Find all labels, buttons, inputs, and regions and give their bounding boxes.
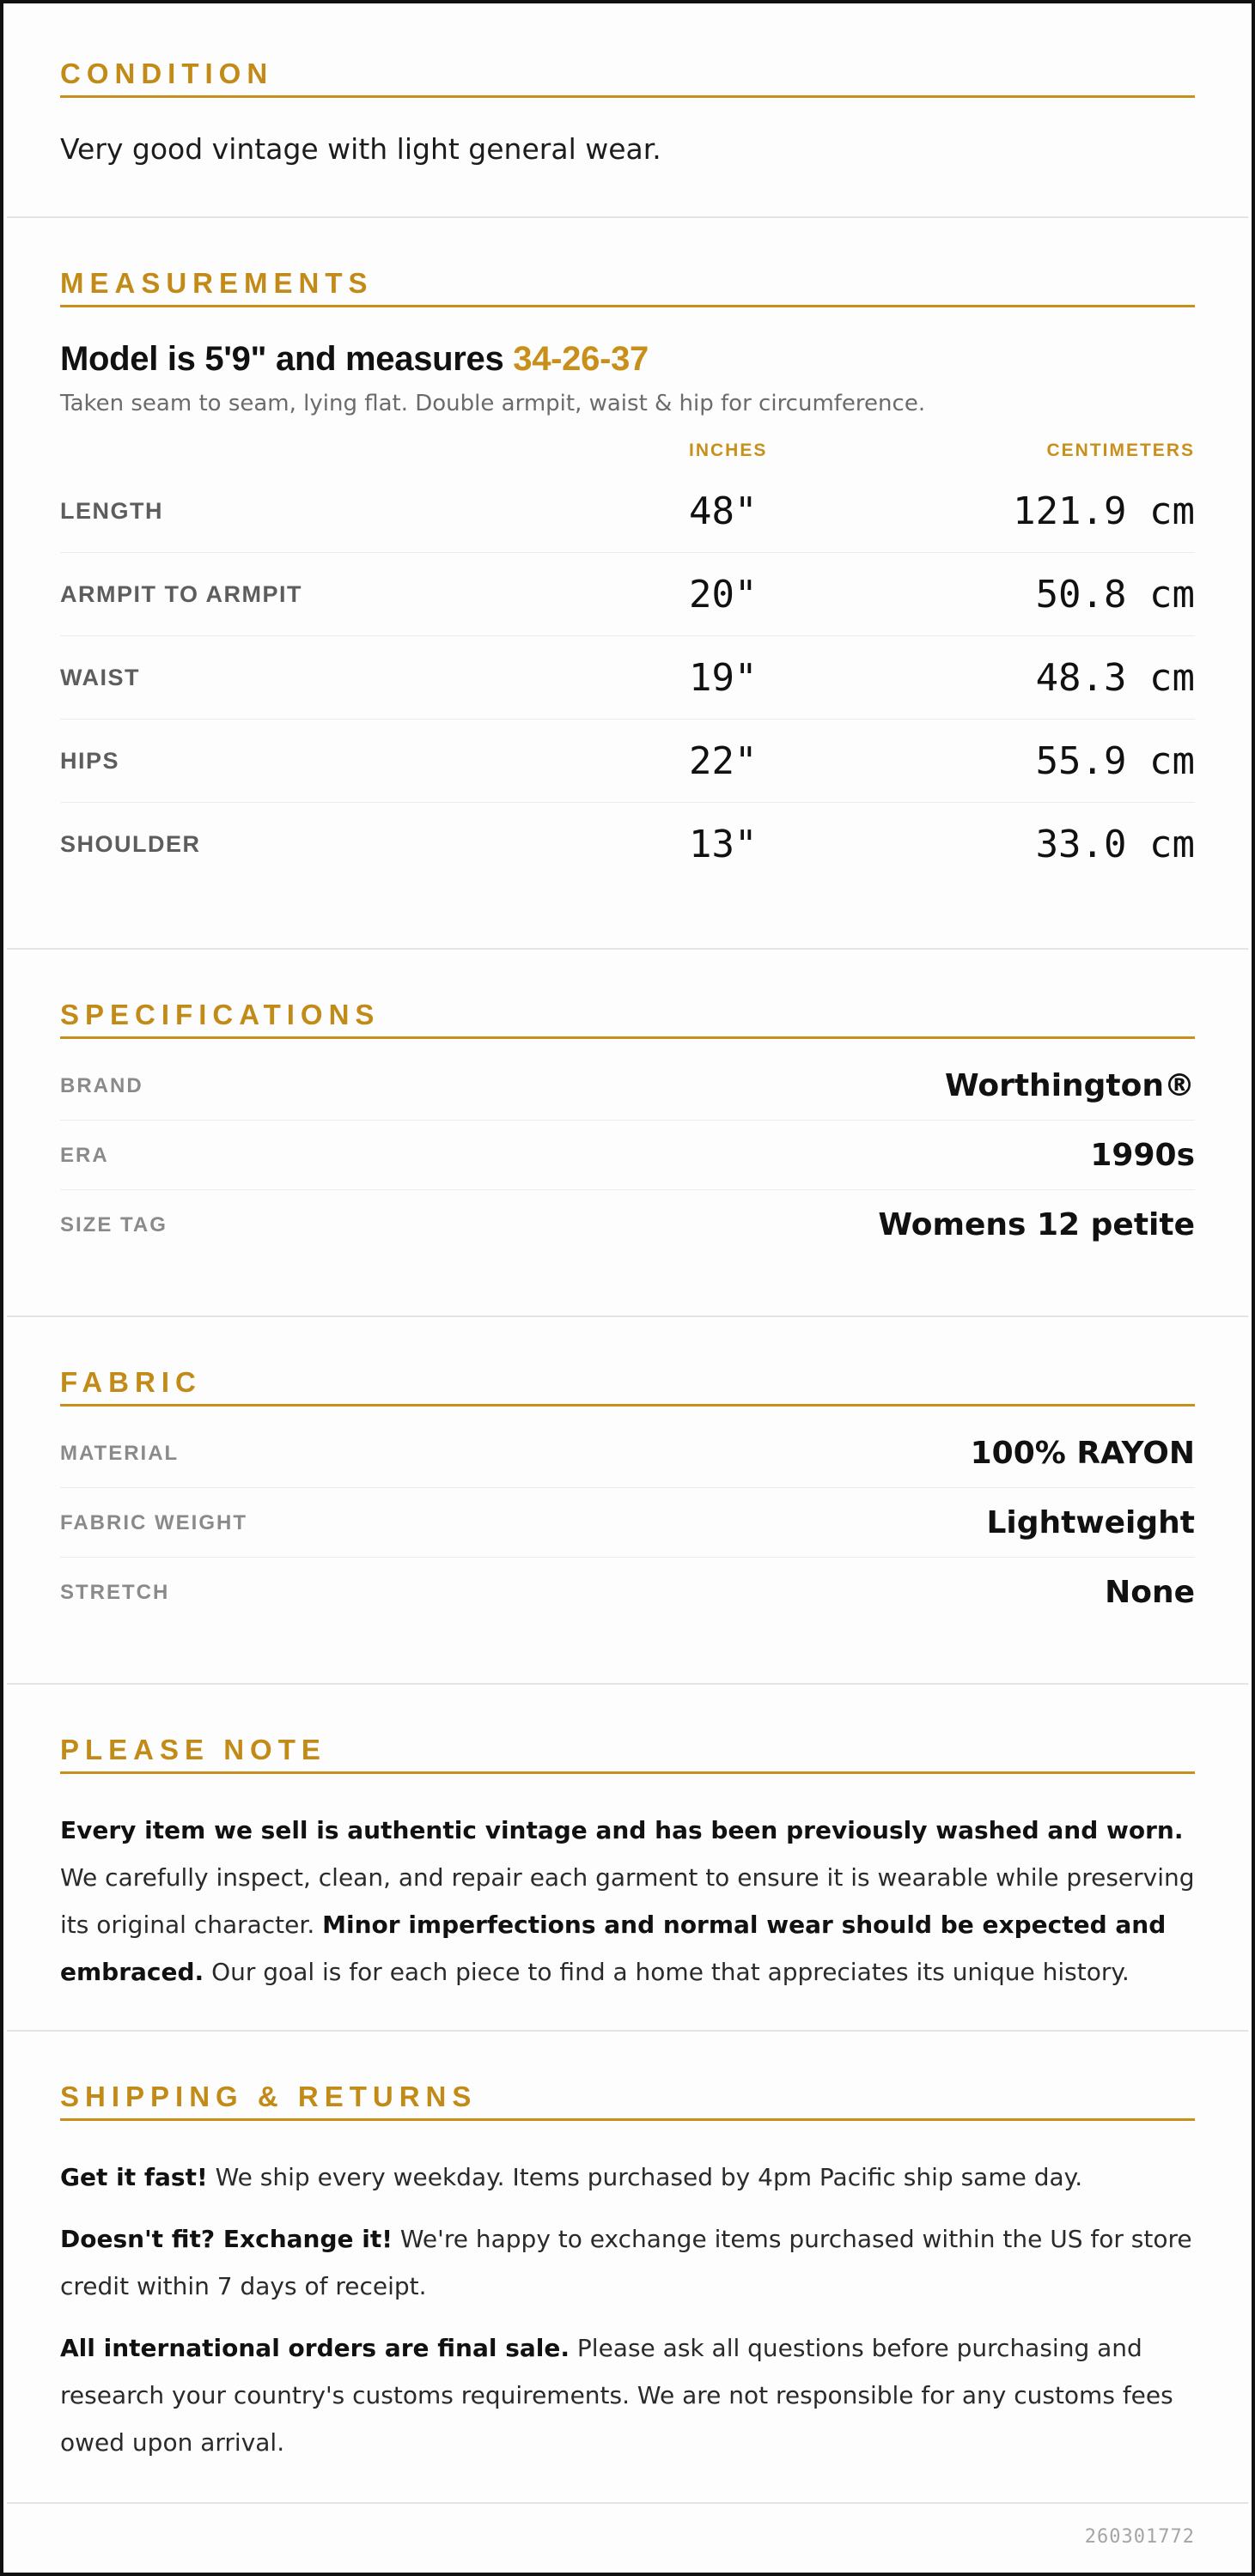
spec-row-size-tag bbox=[60, 1190, 1195, 1260]
shipping-bold: Doesn't fit? Exchange it! bbox=[60, 2225, 393, 2253]
fabric-row-material bbox=[60, 1419, 1195, 1488]
item-id: 260301772 bbox=[1084, 2526, 1195, 2548]
please-note-section bbox=[7, 1726, 1248, 2032]
shipping-bold: All international orders are final sale. bbox=[60, 2334, 570, 2362]
spec-value: 100% RAYON bbox=[970, 1436, 1195, 1471]
measurement-label: ARMPIT TO ARMPIT bbox=[60, 581, 302, 607]
condition-text: Very good vintage with light general wear. bbox=[60, 132, 661, 166]
specifications-list bbox=[60, 1051, 1195, 1260]
shipping-title: SHIPPING & RETURNS bbox=[60, 2073, 1195, 2121]
specifications-section bbox=[7, 991, 1248, 1317]
fabric-row-weight bbox=[60, 1488, 1195, 1558]
spec-row-brand bbox=[60, 1051, 1195, 1121]
note-bold-2: Minor imperfections and normal wear should be expected and embraced. bbox=[60, 1911, 1167, 1986]
note-text-2: Our goal is for each piece to find a home that appreciates its unique history. bbox=[204, 1958, 1130, 1986]
fabric-list bbox=[60, 1419, 1195, 1627]
centimeters-column-header: CENTIMETERS bbox=[1046, 440, 1195, 460]
measurement-row-length bbox=[60, 470, 1195, 553]
measurement-label: WAIST bbox=[60, 665, 140, 690]
measurement-row-hips bbox=[60, 720, 1195, 803]
shipping-paragraph-exchange bbox=[60, 2215, 1195, 2310]
fabric-title: FABRIC bbox=[60, 1358, 1195, 1406]
measurement-label: SHOULDER bbox=[60, 831, 201, 857]
fabric-section bbox=[7, 1358, 1248, 1685]
measurement-cm: 48.3 cm bbox=[1035, 656, 1195, 700]
spec-value: 1990s bbox=[1090, 1138, 1195, 1173]
measurement-label: LENGTH bbox=[60, 498, 163, 524]
note-text-1: We carefully inspect, clean, and repair each garment to ensure it is wearable while preserving its original character. bbox=[60, 1863, 1195, 1939]
measurement-row-armpit bbox=[60, 553, 1195, 636]
specifications-title: SPECIFICATIONS bbox=[60, 991, 1195, 1039]
measurement-cm: 55.9 cm bbox=[1035, 739, 1195, 783]
measurement-inches: 19" bbox=[689, 656, 758, 700]
condition-title: CONDITION bbox=[60, 50, 1195, 98]
spec-label: MATERIAL bbox=[60, 1442, 180, 1465]
measurement-label: HIPS bbox=[60, 748, 120, 774]
shipping-paragraph-fast bbox=[60, 2154, 1195, 2201]
shipping-bold: Get it fast! bbox=[60, 2163, 208, 2191]
please-note-text bbox=[60, 1807, 1195, 1996]
measurement-inches: 20" bbox=[689, 573, 758, 617]
measurements-table bbox=[60, 470, 1195, 886]
spec-label: STRETCH bbox=[60, 1581, 170, 1604]
measurement-row-waist bbox=[60, 636, 1195, 720]
spec-value: Womens 12 petite bbox=[878, 1207, 1195, 1242]
spec-value: None bbox=[1105, 1575, 1195, 1610]
inches-column-header: INCHES bbox=[689, 440, 768, 460]
model-measures: 34-26-37 bbox=[513, 340, 649, 378]
shipping-section bbox=[7, 2073, 1248, 2504]
shipping-paragraph-international bbox=[60, 2324, 1195, 2466]
measurements-table-header bbox=[60, 440, 1195, 470]
model-statement bbox=[60, 340, 1195, 379]
measurements-title: MEASUREMENTS bbox=[60, 259, 1195, 307]
fabric-row-stretch bbox=[60, 1558, 1195, 1627]
please-note-title: PLEASE NOTE bbox=[60, 1726, 1195, 1774]
spec-row-era bbox=[60, 1121, 1195, 1190]
spec-label: ERA bbox=[60, 1144, 109, 1167]
note-bold-1: Every item we sell is authentic vintage and has been previously washed and worn. bbox=[60, 1816, 1184, 1844]
spec-label: FABRIC WEIGHT bbox=[60, 1511, 247, 1534]
shipping-text: We ship every weekday. Items purchased by 4pm Pacific ship same day. bbox=[207, 2163, 1083, 2191]
measurement-cm: 121.9 cm bbox=[1013, 489, 1195, 533]
measurement-cm: 50.8 cm bbox=[1035, 573, 1195, 617]
model-statement-prefix: Model is 5'9" and measures bbox=[60, 340, 514, 378]
measurement-inches: 13" bbox=[689, 823, 758, 866]
measurement-note: Taken seam to seam, lying flat. Double armpit, waist & hip for circumference. bbox=[60, 391, 926, 416]
spec-label: BRAND bbox=[60, 1074, 143, 1097]
measurements-section bbox=[7, 259, 1248, 950]
shipping-text: We're happy to exchange items purchased within the US for store credit within 7 days of receipt. bbox=[60, 2225, 1192, 2300]
measurement-row-shoulder bbox=[60, 803, 1195, 886]
spec-value: Worthington® bbox=[944, 1068, 1195, 1103]
spec-label: SIZE TAG bbox=[60, 1213, 168, 1236]
measurement-cm: 33.0 cm bbox=[1035, 823, 1195, 866]
measurement-inches: 48" bbox=[689, 489, 758, 533]
shipping-text: Please ask all questions before purchasing and research your country's customs requirements. We are not responsible for any customs fees owed upon arrival. bbox=[60, 2334, 1173, 2457]
spec-value: Lightweight bbox=[986, 1505, 1195, 1540]
measurement-inches: 22" bbox=[689, 739, 758, 783]
condition-section bbox=[7, 50, 1248, 218]
